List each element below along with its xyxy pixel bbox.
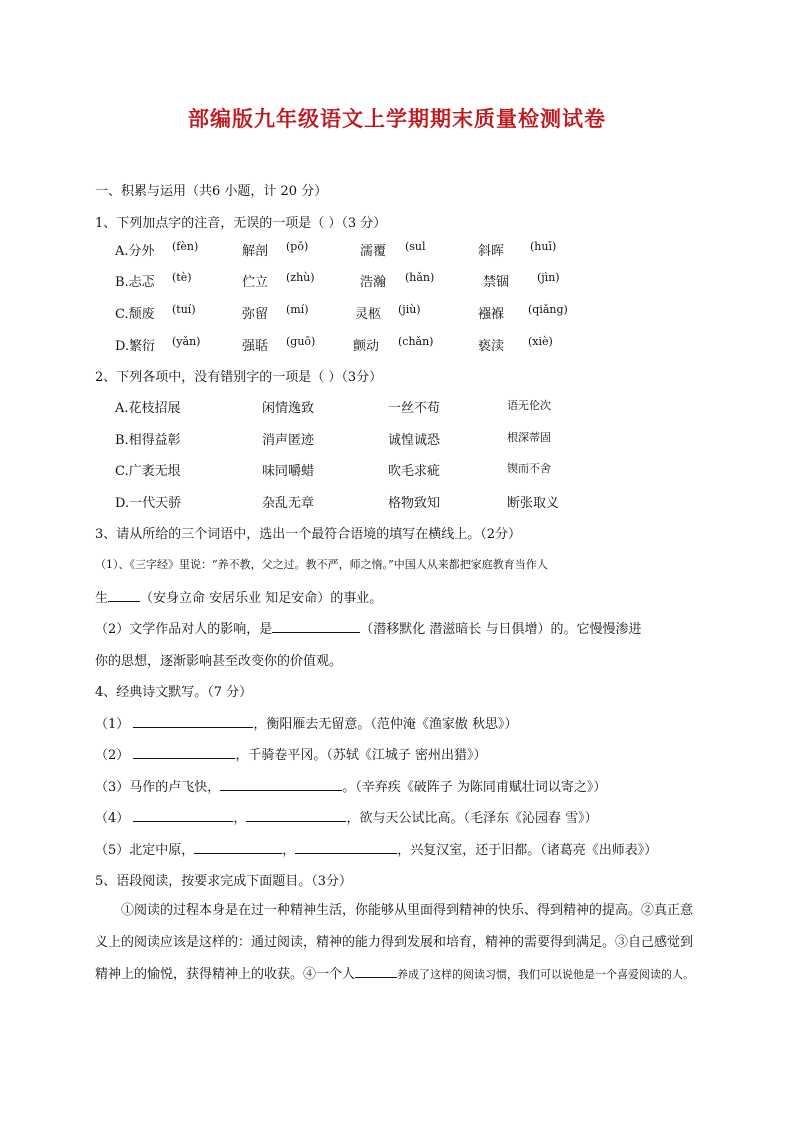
q3-part1-line1: （1）、《三字经》里说：“养不教，父之过。教不严，师之惰。”中国人从来都把家庭教育当作人 xyxy=(95,558,548,571)
q1-b-word1: B.忐忑 xyxy=(115,275,155,290)
q4-4-text: ，欲与天公试比高。（毛泽东《沁园春 雪》） xyxy=(346,811,598,826)
q4-item-2 xyxy=(95,744,487,763)
q5-passage xyxy=(95,895,705,991)
q5-stem: 5、语段阅读，按要求完成下面题目。（3分） xyxy=(95,874,353,889)
q1-b-py3: (hǎn) xyxy=(405,271,435,284)
q3-part2-prefix: （2）文学作品对人的影响，是 xyxy=(95,622,273,637)
q1-c-word4: 襁褓 xyxy=(478,307,505,322)
q1-a-py2: (pō) xyxy=(286,240,309,253)
q4-2-text: ，千骑卷平冈。（苏轼《江城子 密州出猎》） xyxy=(235,748,487,763)
q2-stem: 2、下列各项中，没有错别字的一项是（ ）（3分） xyxy=(95,370,383,385)
q1-d-word4: 亵渎 xyxy=(478,339,505,354)
q2-c-4: 锲而不舍 xyxy=(507,462,551,475)
q4-2-num: （2） xyxy=(95,748,130,763)
q1-d-word2: 强聒 xyxy=(242,339,269,354)
q4-3-text: （3）马作的卢飞快， xyxy=(95,780,221,795)
q4-5-text: （5）北定中原， xyxy=(95,843,195,858)
q3-blank-1[interactable] xyxy=(108,587,140,602)
q3-part2-line1 xyxy=(95,618,642,637)
q1-a-py1: (fèn) xyxy=(172,240,199,253)
q4-4-comma: ， xyxy=(233,811,247,826)
section-heading: 一、积累与运用（共6 小题，计 20 分） xyxy=(95,184,328,199)
q4-blank-2[interactable] xyxy=(133,744,235,759)
q2-d-3: 格物致知 xyxy=(388,496,441,511)
q4-5-comma: ， xyxy=(282,843,296,858)
q5-blank[interactable] xyxy=(355,963,397,978)
q1-b-py1: (tè) xyxy=(172,271,192,284)
q1-a-word3: 濡覆 xyxy=(360,244,387,259)
q1-a-word2: 解剖 xyxy=(242,244,269,259)
q4-item-4 xyxy=(95,807,598,826)
q4-3-source: 。（辛弃疾《破阵子 为陈同甫赋壮词以寄之》） xyxy=(342,780,607,795)
q1-d-word3: 颤动 xyxy=(353,339,380,354)
q1-a-word4: 斜晖 xyxy=(478,244,505,259)
q5-passage-main: ①阅读的过程本身是在过一种精神生活，你能够从里面得到精神的快乐、得到精神的提高。②真正意义上的阅读应该是这样的：通过阅读，精神的能力得到发展和培育，精神的需要得到满足。③自己感觉到精神上的愉悦，获得精神上的收获。④一个人 xyxy=(95,903,694,982)
q4-blank-1[interactable] xyxy=(133,713,253,728)
q2-b-2: 消声匿迹 xyxy=(262,433,315,448)
q4-1-text: ，衡阳雁去无留意。（范仲淹《渔家傲 秋思》） xyxy=(253,717,518,732)
q1-d-word1: D.繁衍 xyxy=(115,339,156,354)
q2-c-2: 味同嚼蜡 xyxy=(262,464,315,479)
q2-c-1: C.广袤无垠 xyxy=(115,464,181,479)
q1-c-py1: (tuí) xyxy=(172,303,196,316)
q4-item-1 xyxy=(95,713,518,732)
q1-c-py4: (qiǎng) xyxy=(528,303,568,316)
q2-a-3: 一丝不苟 xyxy=(388,401,441,416)
q4-blank-5b[interactable] xyxy=(295,839,397,854)
q4-blank-4b[interactable] xyxy=(246,807,346,822)
q4-item-5 xyxy=(95,839,657,858)
q4-blank-4a[interactable] xyxy=(133,807,233,822)
q4-blank-5a[interactable] xyxy=(194,839,282,854)
q2-b-4: 根深蒂固 xyxy=(507,431,551,444)
q5-passage-tail: 养成了这样的阅读习惯，我们可以说他是一个喜爱阅读的人。 xyxy=(397,968,695,981)
q1-d-py4: (xiè) xyxy=(528,335,553,348)
q2-d-1: D.一代天骄 xyxy=(115,496,182,511)
q1-b-py4: (jìn) xyxy=(537,271,560,284)
q2-b-3: 诚惶诚恐 xyxy=(388,433,441,448)
q3-part1-line2 xyxy=(95,587,382,606)
q1-b-word2: 伫立 xyxy=(242,275,269,290)
q2-d-2: 杂乱无章 xyxy=(262,496,315,511)
exam-title: 部编版九年级语文上学期期末质量检测试卷 xyxy=(188,107,606,131)
q3-part2-choices: （潜移默化 潜滋暗长 与日俱增）的。它慢慢渗进 xyxy=(360,622,642,637)
q1-c-py2: (mí) xyxy=(286,303,309,316)
q1-c-word3: 灵柩 xyxy=(355,307,382,322)
q3-stem: 3、请从所给的三个词语中，选出一个最符合语境的填写在横线上。（2分） xyxy=(95,527,522,542)
q2-c-3: 吹毛求疵 xyxy=(388,464,441,479)
q1-a-py3: (sul xyxy=(405,240,426,253)
q2-a-2: 闲情逸致 xyxy=(262,401,315,416)
q3-part1-prefix: 生 xyxy=(95,591,109,606)
q1-c-word2: 弥留 xyxy=(242,307,269,322)
q4-stem: 4、经典诗文默写。（7 分） xyxy=(95,685,253,700)
q1-d-py1: (yǎn) xyxy=(172,335,201,348)
q1-b-word4: 禁锢 xyxy=(483,275,510,290)
q4-5-source: ，兴复汉室，还于旧都。（诸葛亮《出师表》） xyxy=(397,843,658,858)
q1-b-word3: 浩瀚 xyxy=(360,275,387,290)
q2-b-1: B.相得益彰 xyxy=(115,433,181,448)
q2-a-1: A.花枝招展 xyxy=(115,401,181,416)
q1-b-py2: (zhù) xyxy=(286,271,315,284)
q4-4-num: （4） xyxy=(95,811,130,826)
q3-part2-line2: 你的思想，逐渐影响甚至改变你的价值观。 xyxy=(95,654,343,669)
q2-d-4: 断张取义 xyxy=(507,496,560,511)
q1-c-word1: C.颓废 xyxy=(115,307,155,322)
q4-1-num: （1） xyxy=(95,717,130,732)
q2-a-4: 语无伦次 xyxy=(507,399,551,412)
q1-a-py4: (huī) xyxy=(530,240,557,253)
q3-blank-2[interactable] xyxy=(272,618,360,633)
q1-a-word1: A.分外 xyxy=(115,244,155,259)
q1-stem: 1、下列加点字的注音，无误的一项是（ ）（3 分） xyxy=(95,216,387,231)
q4-item-3 xyxy=(95,776,606,795)
q1-d-py2: (guō) xyxy=(286,335,316,348)
q4-blank-3[interactable] xyxy=(220,776,342,791)
q1-c-py3: (jiù) xyxy=(398,303,421,316)
q1-d-py3: (chǎn) xyxy=(398,335,434,348)
q3-part1-choices: （安身立命 安居乐业 知足安命）的事业。 xyxy=(140,591,383,606)
